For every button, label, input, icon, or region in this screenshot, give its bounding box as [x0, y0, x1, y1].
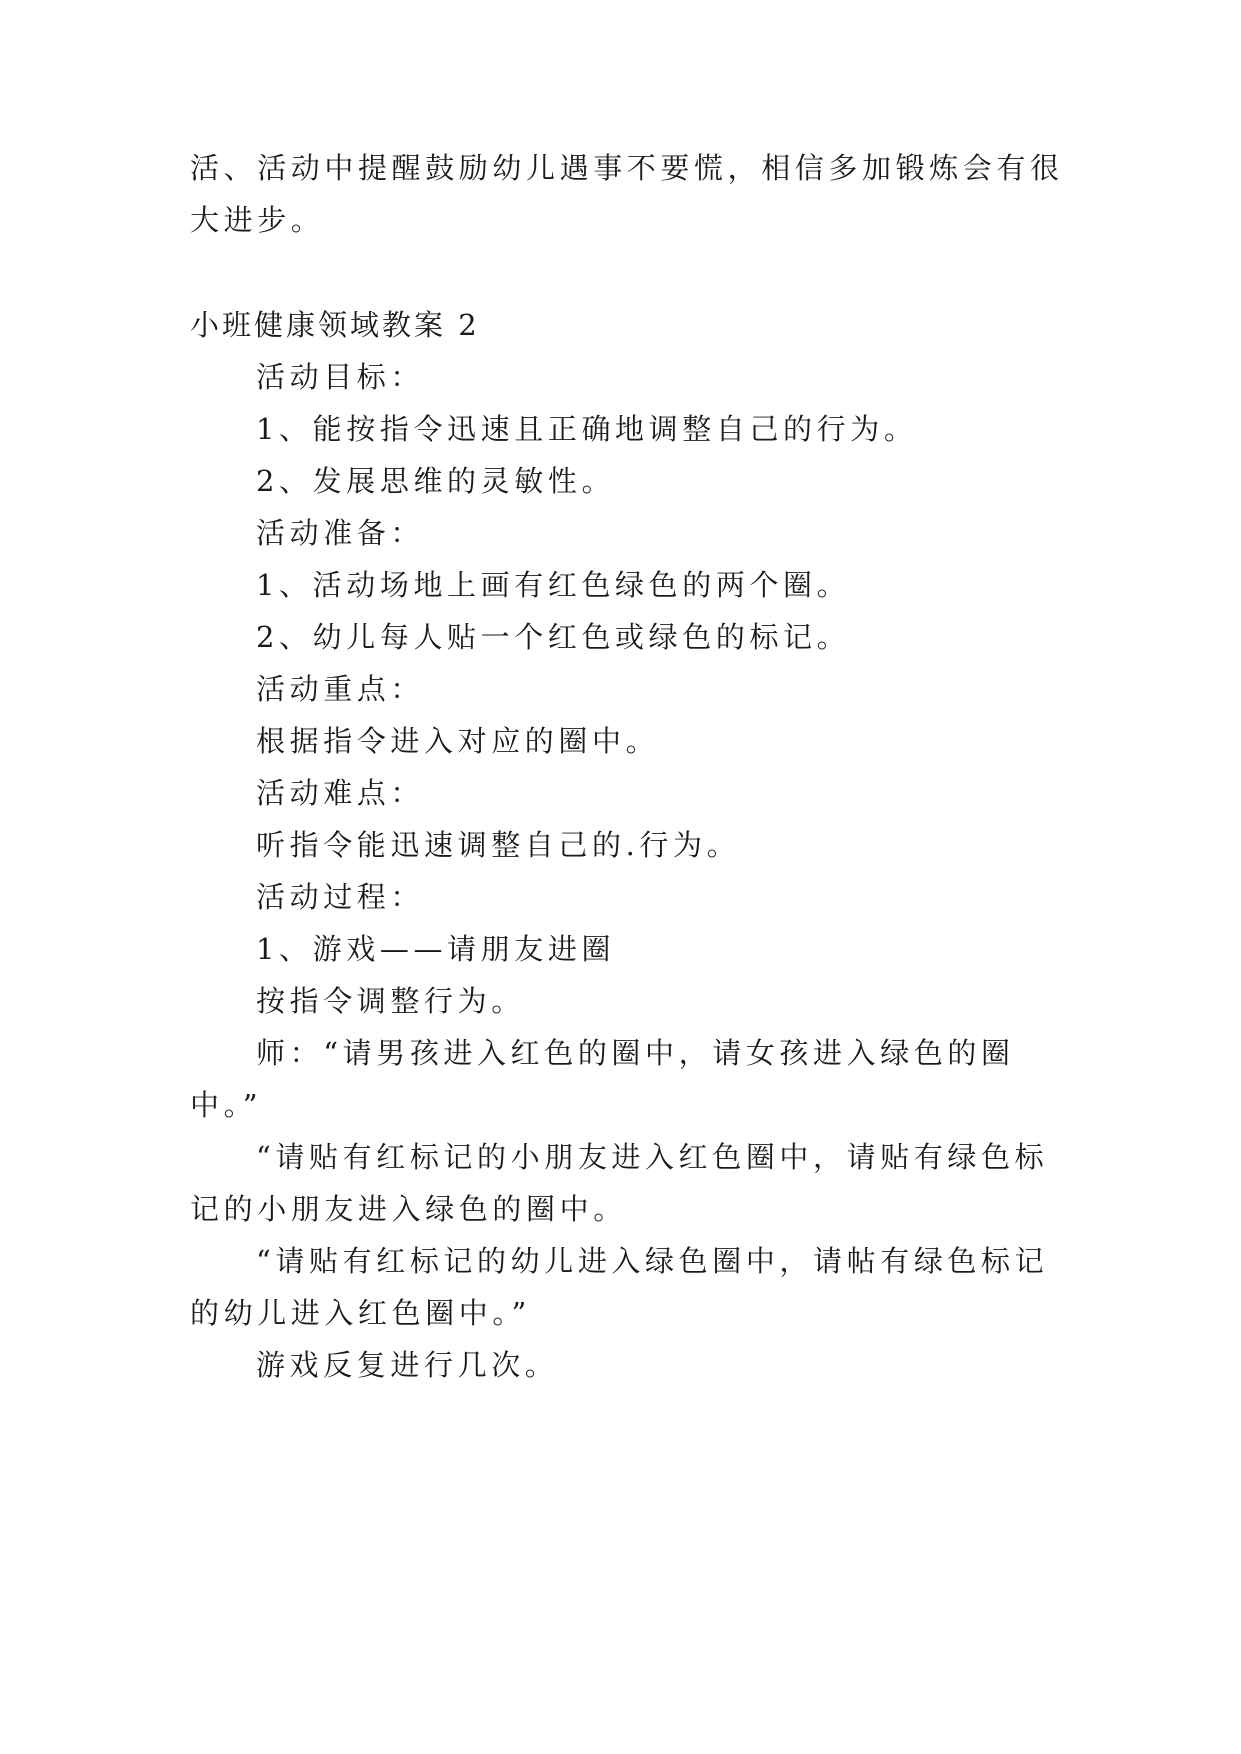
subheading: 活动目标：	[256, 360, 425, 394]
paragraph-line: 的幼儿进入红色圈中。”	[190, 1296, 531, 1330]
paragraph-line: 师：“请男孩进入红色的圈中，请女孩进入绿色的圈	[256, 1036, 1015, 1070]
paragraph-line: 按指令调整行为。	[256, 984, 525, 1018]
subheading: 活动重点：	[256, 672, 425, 706]
paragraph-line: “请贴有红标记的幼儿进入绿色圈中，请帖有绿色标记	[256, 1244, 1049, 1278]
subheading: 活动准备：	[256, 516, 425, 550]
list-item: 1、能按指令迅速且正确地调整自己的行为。	[256, 412, 918, 446]
paragraph-line: 游戏反复进行几次。	[256, 1348, 559, 1382]
list-item: 2、发展思维的灵敏性。	[256, 464, 616, 498]
list-item: 1、活动场地上画有红色绿色的两个圈。	[256, 568, 851, 602]
section-heading: 小班健康领域教案 2	[190, 308, 480, 342]
subheading: 活动过程：	[256, 880, 425, 914]
subheading: 活动难点：	[256, 776, 425, 810]
list-item: 1、游戏——请朋友进圈	[256, 932, 616, 966]
paragraph-line: 大进步。	[190, 203, 325, 237]
paragraph-line: “请贴有红标记的小朋友进入红色圈中，请贴有绿色标	[256, 1140, 1049, 1174]
paragraph-line: 活、活动中提醒鼓励幼儿遇事不要慌，相信多加锻炼会有很	[190, 151, 1064, 185]
paragraph-line: 记的小朋友进入绿色的圈中。	[190, 1192, 627, 1226]
paragraph-line: 中。”	[190, 1088, 263, 1122]
paragraph-line: 根据指令进入对应的圈中。	[256, 724, 660, 758]
list-item: 2、幼儿每人贴一个红色或绿色的标记。	[256, 620, 851, 654]
paragraph-line: 听指令能迅速调整自己的.行为。	[256, 828, 741, 862]
